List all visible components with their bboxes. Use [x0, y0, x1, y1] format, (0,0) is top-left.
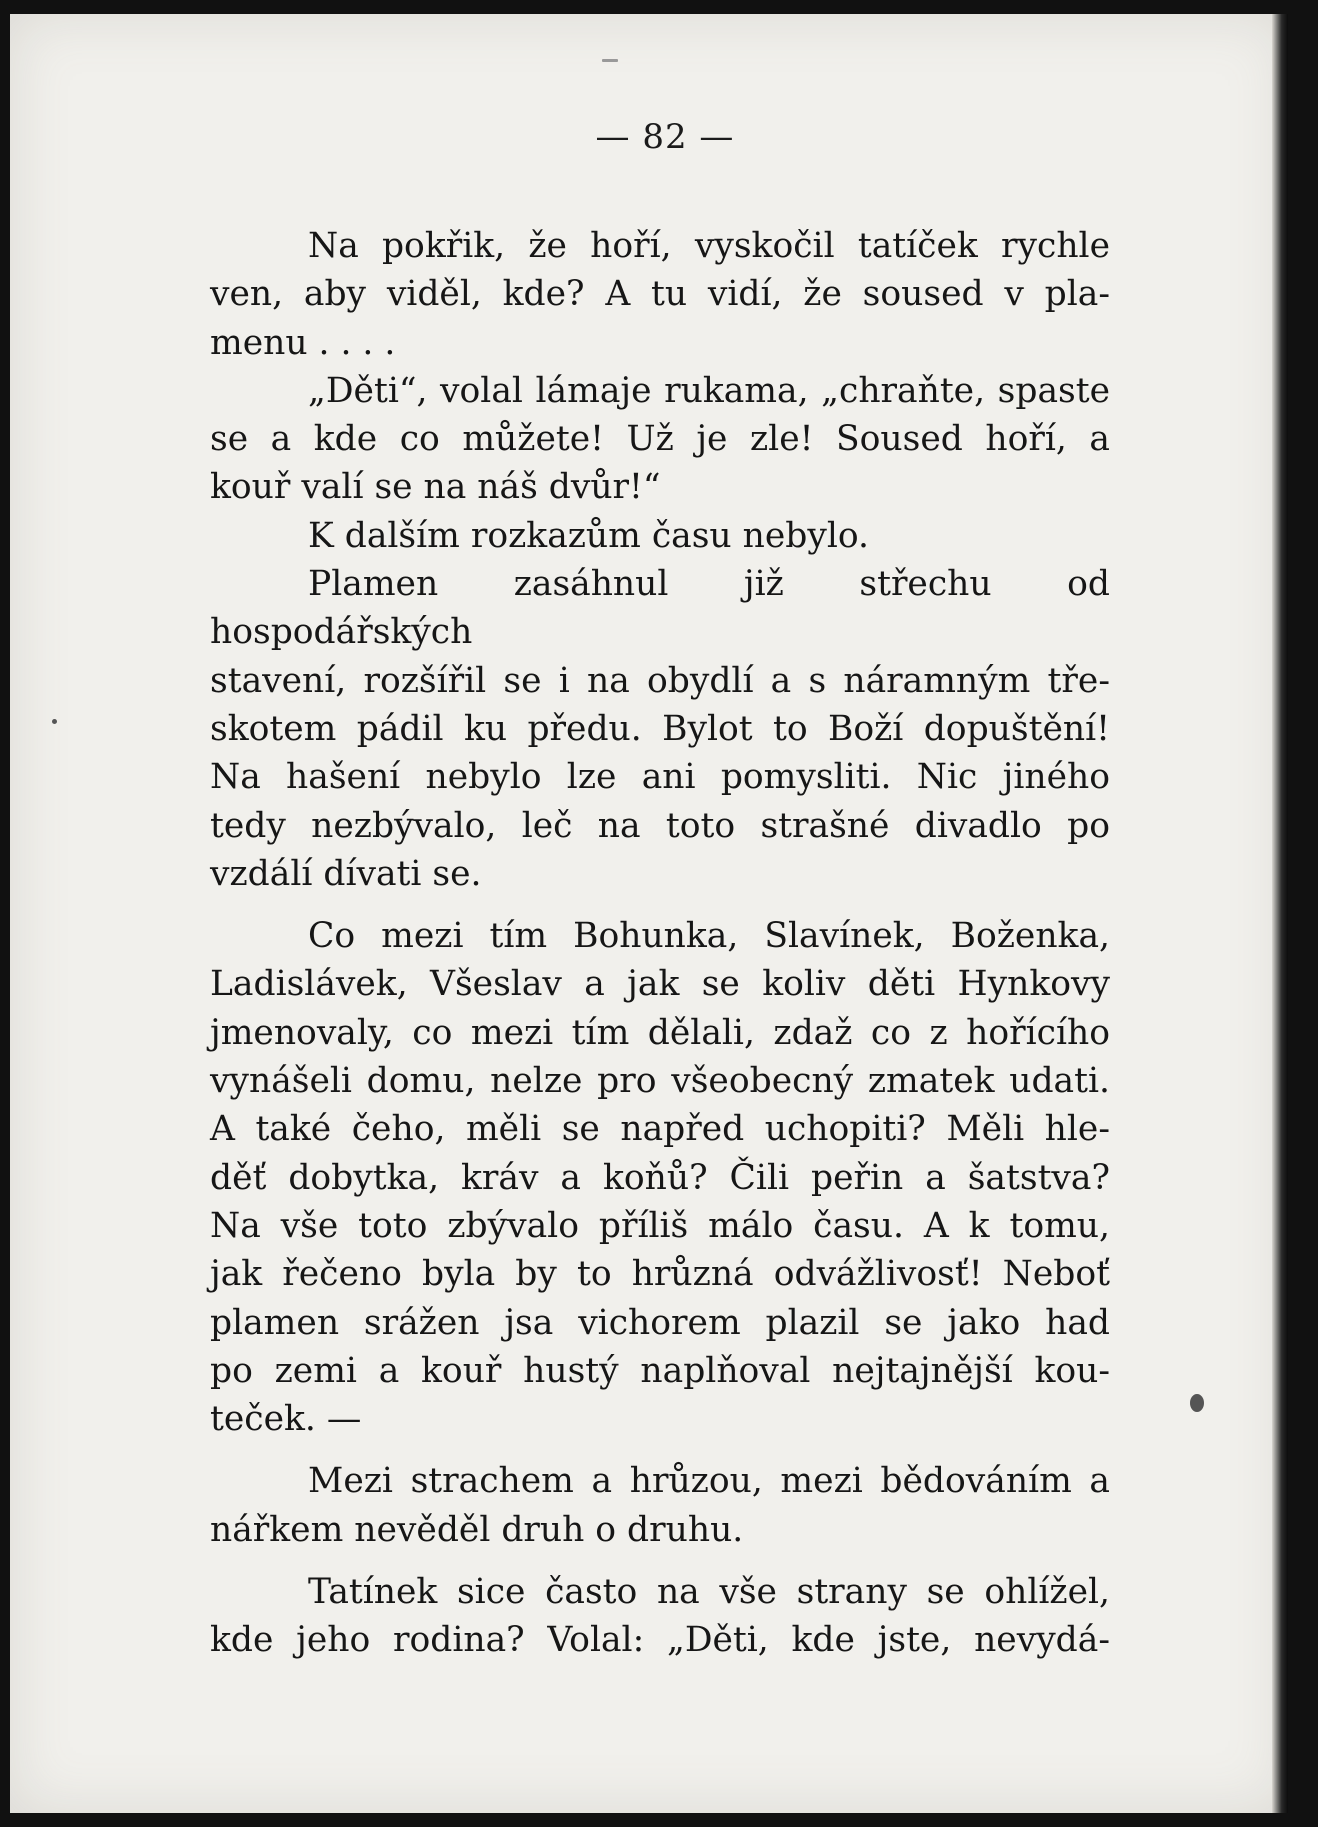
text-line: vzdálí dívati se.: [210, 853, 482, 894]
text-line: menu . . . .: [210, 322, 396, 363]
text-line: „Děti“, volal lámaje rukama, „chraňte, spaste: [308, 370, 1110, 411]
page-text: [210, 222, 1110, 1665]
paragraph-gap: [210, 1554, 1110, 1568]
text-line: K dalším rozkazům času nebylo.: [308, 515, 869, 556]
text-line: A také čeho, měli se napřed uchopiti? Měli hle-: [210, 1109, 1110, 1150]
text-line: Co mezi tím Bohunka, Slavínek, Boženka,: [308, 916, 1110, 957]
text-line: plamen srážen jsa vichorem plazil se jako had: [210, 1302, 1110, 1343]
text-line: děť dobytka, kráv a koňů? Čili peřin a šatstva?: [210, 1157, 1110, 1198]
text-line: skotem pádil ku předu. Bylot to Boží dopuštění!: [210, 708, 1110, 749]
paper-speck: [602, 59, 618, 62]
text-line: po zemi a kouř hustý naplňoval nejtajnější kou-: [210, 1350, 1110, 1391]
page-number: — 82 —: [595, 117, 735, 157]
text-line: nářkem nevěděl druh o druhu.: [210, 1509, 744, 1550]
paper-speck: [1190, 1394, 1204, 1412]
page-binding-edge: [1272, 14, 1288, 1813]
text-line: se a kde co můžete! Už je zle! Soused hoří, a: [210, 419, 1110, 460]
text-line: ven, aby viděl, kde? A tu vidí, že soused v pla-: [210, 274, 1110, 315]
text-line: kde jeho rodina? Volal: „Děti, kde jste, nevydá-: [210, 1620, 1110, 1661]
text-line: jak řečeno byla by to hrůzná odvážlivosť! Neboť: [210, 1254, 1110, 1295]
text-line: tedy nezbývalo, leč na toto strašné divadlo po: [210, 805, 1110, 846]
paper-speck: [52, 719, 57, 724]
text-line: Ladislávek, Všeslav a jak se koliv děti Hynkovy: [210, 964, 1110, 1005]
text-line: jmenovaly, co mezi tím dělali, zdaž co z hořícího: [210, 1012, 1110, 1053]
text-line: Mezi strachem a hrůzou, mezi bědováním a: [308, 1461, 1110, 1502]
text-line: Na vše toto zbývalo příliš málo času. A k tomu,: [210, 1205, 1110, 1246]
text-line: kouř valí se na náš dvůr!“: [210, 467, 661, 508]
text-line: vynášeli domu, nelze pro všeobecný zmatek udati.: [210, 1061, 1110, 1102]
paragraph-gap: [210, 1443, 1110, 1457]
text-line: Na hašení nebylo lze ani pomysliti. Nic jiného: [210, 757, 1110, 798]
text-line: teček. —: [210, 1399, 362, 1440]
text-line: Na pokřik, že hoří, vyskočil tatíček rychle: [308, 226, 1110, 266]
paragraph-gap: [210, 898, 1110, 912]
text-line: Tatínek sice často na vše strany se ohlížel,: [308, 1572, 1110, 1613]
book-page: [10, 14, 1288, 1813]
text-line: stavení, rozšířil se i na obydlí a s náramným tře-: [210, 660, 1110, 701]
text-line: Plamen zasáhnul již střechu od hospodářských: [210, 564, 1110, 653]
